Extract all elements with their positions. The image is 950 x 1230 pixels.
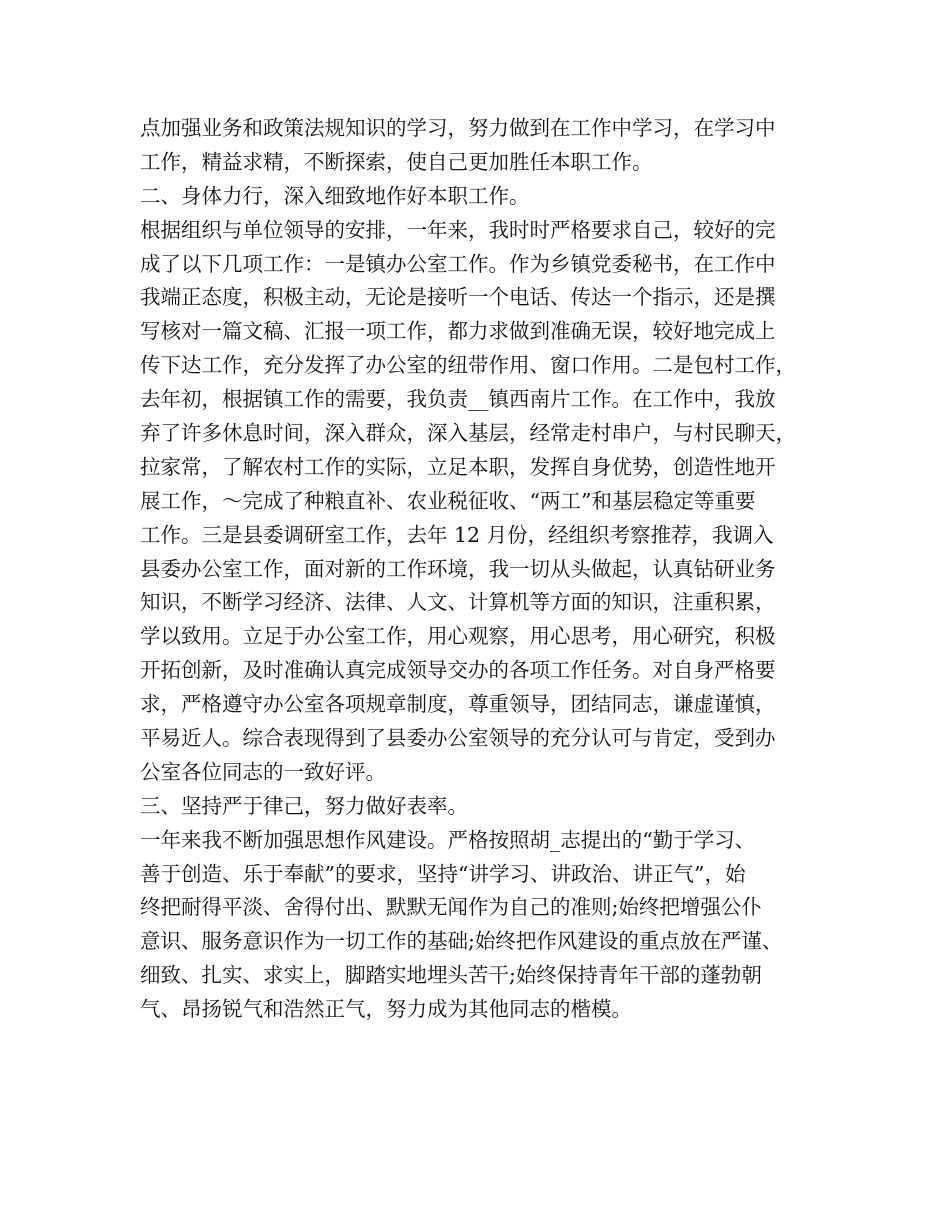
text-line: 我端正态度，积极主动，无论是接听一个电话、传达一个指示，还是撰 xyxy=(140,285,776,310)
text-line: 开拓创新，及时准确认真完成领导交办的各项工作任务。对自身严格要 xyxy=(140,658,776,683)
text-line: 工作，精益求精，不断探索，使自己更加胜任本职工作。 xyxy=(140,149,653,174)
text-line: 气、昂扬锐气和浩然正气，努力成为其他同志的楷模。 xyxy=(140,997,632,1022)
text-line: 拉家常，了解农村工作的实际，立足本职，发挥自身优势，创造性地开 xyxy=(140,454,776,479)
text-line: 知识，不断学习经济、法律、人文、计算机等方面的知识，注重积累， xyxy=(140,590,776,615)
text-line: 学以致用。立足于办公室工作，用心观察，用心思考，用心研究，积极 xyxy=(140,624,776,649)
text-line: 求，严格遵守办公室各项规章制度，尊重领导，团结同志，谦虚谨慎， xyxy=(140,692,776,717)
text-line: 细致、扎实、求实上，脚踏实地埋头苦干;始终保持青年干部的蓬勃朝 xyxy=(140,963,762,988)
text-line: 善于创造、乐于奉献”的要求，坚持“讲学习、讲政治、讲正气”，始 xyxy=(140,861,746,886)
text-line: 公室各位同志的一致好评。 xyxy=(140,759,386,784)
text-line: 写核对一篇文稿、汇报一项工作，都力求做到准确无误，较好地完成上 xyxy=(140,319,776,344)
text-line: 成了以下几项工作：一是镇办公室工作。作为乡镇党委秘书，在工作中 xyxy=(140,251,776,276)
text-line: 终把耐得平淡、舍得付出、默默无闻作为自己的准则;始终把增强公仆 xyxy=(140,895,762,920)
text-line: 传下达工作，充分发挥了办公室的纽带作用、窗口作用。二是包村工作， xyxy=(140,353,796,378)
text-line: 平易近人。综合表现得到了县委办公室领导的充分认可与肯定，受到办 xyxy=(140,726,776,751)
text-line: 根据组织与单位领导的安排，一年来，我时时严格要求自己，较好的完 xyxy=(140,217,776,242)
text-line: 去年初，根据镇工作的需要，我负责__镇西南片工作。在工作中，我放 xyxy=(140,387,776,412)
text-line: 一年来我不断加强思想作风建设。严格按照胡_志提出的“勤于学习、 xyxy=(140,827,756,852)
body-text xyxy=(140,112,830,1027)
text-line: 县委办公室工作，面对新的工作环境，我一切从头做起，认真钻研业务 xyxy=(140,556,776,581)
section-heading: 二、身体力行，深入细致地作好本职工作。 xyxy=(140,183,530,208)
text-line: 意识、服务意识作为一切工作的基础;始终把作风建设的重点放在严谨、 xyxy=(140,929,783,954)
section-heading: 三、坚持严于律己，努力做好表率。 xyxy=(140,793,468,818)
text-line: 工作。三是县委调研室工作，去年 12 月份，经组织考察推荐，我调入 xyxy=(140,522,774,547)
text-line: 弃了许多休息时间，深入群众，深入基层，经常走村串户，与村民聊天， xyxy=(140,421,796,446)
text-line: 展工作，～完成了种粮直补、农业税征收、“两工”和基层稳定等重要 xyxy=(140,488,756,513)
text-line: 点加强业务和政策法规知识的学习，努力做到在工作中学习，在学习中 xyxy=(140,116,776,140)
